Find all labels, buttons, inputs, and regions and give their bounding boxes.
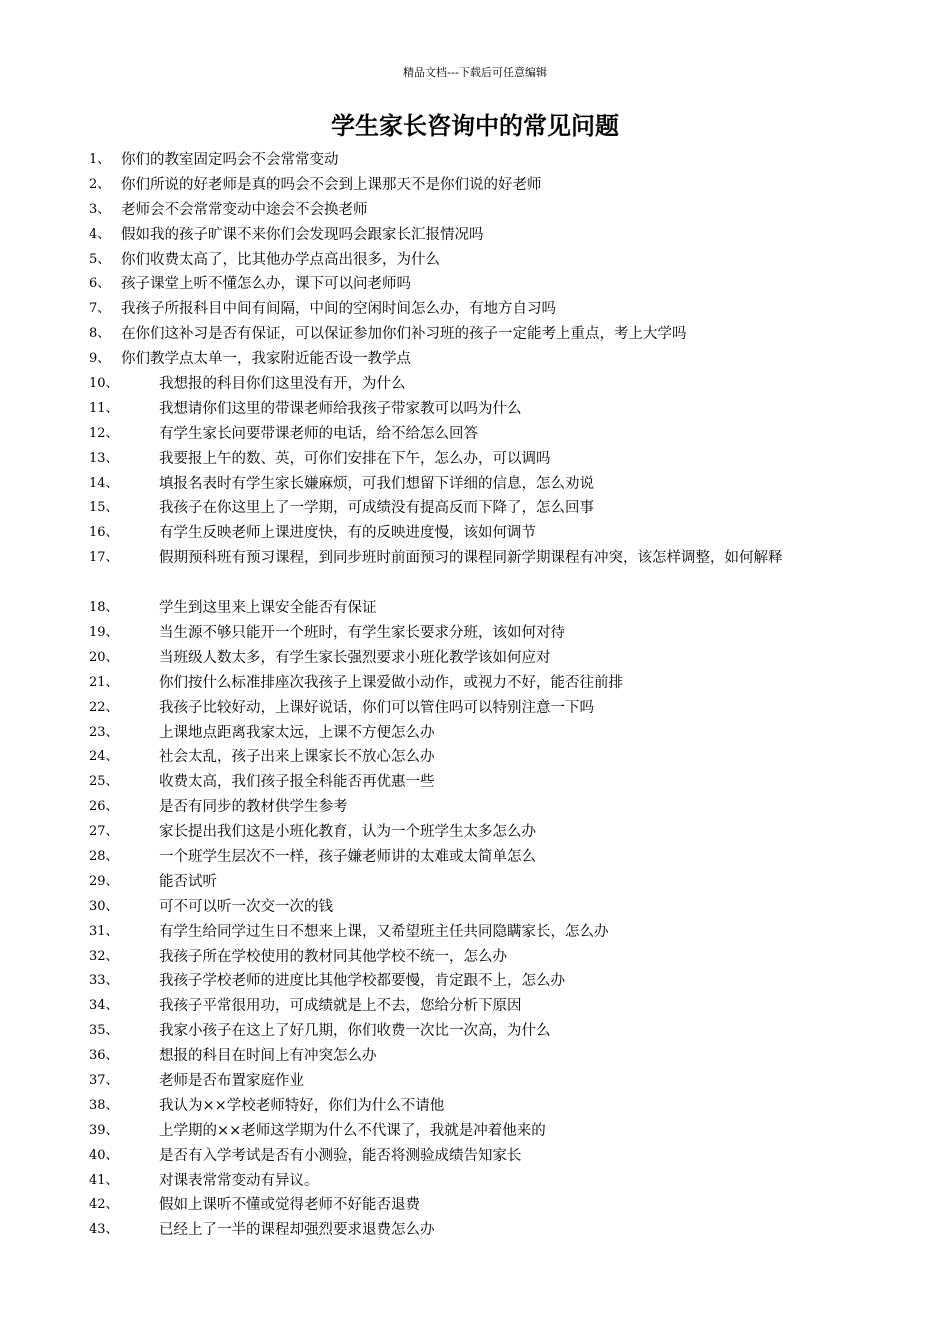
list-item (0, 372, 950, 397)
item-text: 你们按什么标准排座次我孩子上课爱做小动作，或视力不好，能否往前排 (159, 674, 623, 691)
list-item (0, 745, 950, 770)
item-number: 24、 (89, 749, 119, 765)
item-number: 17、 (89, 550, 119, 566)
list-item (0, 521, 950, 546)
item-number: 16、 (89, 525, 119, 541)
item-number: 40、 (89, 1147, 119, 1163)
list-item (0, 770, 950, 795)
list-item (0, 546, 950, 596)
list-item (0, 1119, 950, 1144)
list-item (0, 721, 950, 746)
item-text: 收费太高，我们孩子报全科能否再优惠一些 (159, 774, 435, 791)
list-item (0, 1218, 950, 1243)
item-number: 33、 (89, 973, 119, 989)
item-number: 38、 (89, 1097, 119, 1113)
item-number: 19、 (89, 624, 119, 640)
list-item (0, 173, 950, 198)
item-number: 1、 (89, 152, 111, 167)
list-item (0, 1193, 950, 1218)
item-text: 已经上了一半的课程却强烈要求退费怎么办 (159, 1222, 435, 1239)
item-text: 你们所说的好老师是真的吗会不会到上课那天不是你们说的好老师 (121, 176, 542, 193)
list-item (0, 696, 950, 721)
item-text: 老师是否布置家庭作业 (159, 1072, 304, 1089)
list-item (0, 920, 950, 945)
item-text: 我想报的科目你们这里没有开，为什么 (159, 376, 406, 393)
item-number: 31、 (89, 923, 119, 939)
list-item (0, 994, 950, 1019)
item-number: 14、 (89, 475, 119, 491)
list-item (0, 1044, 950, 1069)
item-text: 有学生反映老师上课进度快，有的反映进度慢，该如何调节 (159, 525, 536, 542)
item-text: 有学生给同学过生日不想来上课，又希望班主任共同隐瞒家长，怎么办 (159, 923, 609, 940)
list-item (0, 422, 950, 447)
item-text: 假如我的孩子旷课不来你们会发现吗会跟家长汇报情况吗 (121, 226, 484, 243)
list-item (0, 646, 950, 671)
item-number: 10、 (89, 376, 119, 392)
item-text: 我孩子所报科目中间有间隔，中间的空闲时间怎么办，有地方自习吗 (121, 301, 556, 318)
item-number: 41、 (89, 1172, 119, 1188)
item-text: 想报的科目在时间上有冲突怎么办 (159, 1048, 377, 1065)
list-item (0, 272, 950, 297)
item-text: 我孩子所在学校使用的教材同其他学校不统一，怎么办 (159, 948, 507, 965)
document-title: 学生家长咨询中的常见问题 (331, 112, 619, 140)
item-text: 你们教学点太单一，我家附近能否设一教学点 (121, 351, 411, 368)
list-item (0, 870, 950, 895)
list-item (0, 671, 950, 696)
item-number: 4、 (89, 226, 111, 242)
list-item (0, 621, 950, 646)
item-text: 孩子课堂上听不懂怎么办，课下可以问老师吗 (121, 276, 411, 293)
item-text: 学生到这里来上课安全能否有保证 (159, 600, 377, 617)
item-number: 12、 (89, 425, 119, 441)
list-item (0, 1019, 950, 1044)
item-number: 5、 (89, 251, 111, 267)
item-text: 当班级人数太多，有学生家长强烈要求小班化教学该如何应对 (159, 649, 551, 666)
item-number: 34、 (89, 998, 119, 1014)
item-text: 你们的教室固定吗会不会常常变动 (121, 152, 339, 168)
question-list (0, 148, 950, 1243)
item-number: 22、 (89, 699, 119, 715)
item-number: 15、 (89, 500, 119, 516)
item-number: 18、 (89, 600, 119, 616)
item-number: 9、 (89, 351, 111, 367)
item-text: 能否试听 (159, 873, 217, 890)
item-text: 我想请你们这里的带课老师给我孩子带家教可以吗为什么 (159, 400, 522, 417)
page-header: 精品文档---下载后可任意编辑 (403, 66, 547, 79)
list-item (0, 496, 950, 521)
item-number: 35、 (89, 1023, 119, 1039)
list-item (0, 1144, 950, 1169)
list-item (0, 1094, 950, 1119)
item-text: 我孩子学校老师的进度比其他学校都要慢，肯定跟不上，怎么办 (159, 973, 565, 990)
item-text: 老师会不会常常变动中途会不会换老师 (121, 201, 368, 218)
item-text: 社会太乱，孩子出来上课家长不放心怎么办 (159, 749, 435, 766)
list-item (0, 895, 950, 920)
item-number: 26、 (89, 799, 119, 815)
item-text: 我要报上午的数、英，可你们安排在下午，怎么办，可以调吗 (159, 450, 551, 467)
list-item (0, 198, 950, 223)
list-item (0, 1069, 950, 1094)
item-text: 当生源不够只能开一个班时，有学生家长要求分班，该如何对待 (159, 624, 565, 641)
item-number: 20、 (89, 649, 119, 665)
item-text: 是否有入学考试是否有小测验，能否将测验成绩告知家长 (159, 1147, 522, 1164)
item-number: 8、 (89, 326, 111, 342)
item-number: 6、 (89, 276, 111, 292)
list-item (0, 347, 950, 372)
item-text: 假如上课听不懂或觉得老师不好能否退费 (159, 1197, 420, 1214)
item-number: 23、 (89, 724, 119, 740)
item-number: 11、 (89, 400, 119, 416)
item-text: 对课表常常变动有异议。 (159, 1172, 319, 1189)
item-text: 我孩子在你这里上了一学期，可成绩没有提高反而下降了，怎么回事 (159, 500, 594, 517)
item-number: 30、 (89, 898, 119, 914)
item-number: 21、 (89, 674, 119, 690)
list-item (0, 596, 950, 621)
item-number: 13、 (89, 450, 119, 466)
list-item (0, 820, 950, 845)
item-number: 36、 (89, 1048, 119, 1064)
item-number: 32、 (89, 948, 119, 964)
item-text: 在你们这补习是否有保证，可以保证参加你们补习班的孩子一定能考上重点，考上大学吗 (121, 326, 687, 343)
list-item (0, 969, 950, 994)
item-text: 填报名表时有学生家长嫌麻烦，可我们想留下详细的信息，怎么劝说 (159, 475, 594, 492)
item-text: 可不可以听一次交一次的钱 (159, 898, 333, 915)
list-item (0, 397, 950, 422)
list-item (0, 248, 950, 273)
item-number: 39、 (89, 1122, 119, 1138)
item-text: 我家小孩子在这上了好几期，你们收费一次比一次高，为什么 (159, 1023, 551, 1040)
item-text: 是否有同步的教材供学生参考 (159, 799, 348, 816)
list-item (0, 223, 950, 248)
item-number: 37、 (89, 1072, 119, 1088)
item-number: 42、 (89, 1197, 119, 1213)
list-item (0, 945, 950, 970)
item-number: 29、 (89, 873, 119, 889)
item-number: 3、 (89, 201, 111, 217)
item-text: 上学期的××老师这学期为什么不代课了，我就是冲着他来的 (159, 1122, 546, 1139)
item-text: 上课地点距离我家太远，上课不方便怎么办 (159, 724, 435, 741)
list-item (0, 322, 950, 347)
item-text: 我孩子比较好动，上课好说话，你们可以管住吗可以特别注意一下吗 (159, 699, 594, 716)
list-item (0, 795, 950, 820)
item-text: 你们收费太高了，比其他办学点高出很多，为什么 (121, 251, 440, 268)
item-text: 假期预科班有预习课程，到同步班时前面预习的课程同新学期课程有冲突，该怎样调整，如何解释 (159, 550, 783, 567)
item-number: 43、 (89, 1222, 119, 1238)
item-number: 25、 (89, 774, 119, 790)
item-number: 27、 (89, 824, 119, 840)
item-text: 我认为××学校老师特好，你们为什么不请他 (159, 1097, 445, 1114)
item-text: 我孩子平常很用功，可成绩就是上不去，您给分析下原因 (159, 998, 522, 1015)
item-number: 2、 (89, 176, 111, 192)
list-item (0, 297, 950, 322)
item-number: 7、 (89, 301, 111, 317)
item-text: 家长提出我们这是小班化教育，认为一个班学生太多怎么办 (159, 824, 536, 841)
list-item (0, 447, 950, 472)
item-number: 28、 (89, 848, 119, 864)
list-item (0, 845, 950, 870)
list-item (0, 1169, 950, 1194)
list-item (0, 472, 950, 497)
item-text: 一个班学生层次不一样，孩子嫌老师讲的太难或太简单怎么 (159, 848, 536, 865)
item-text: 有学生家长问要带课老师的电话，给不给怎么回答 (159, 425, 478, 442)
list-item (0, 148, 950, 173)
